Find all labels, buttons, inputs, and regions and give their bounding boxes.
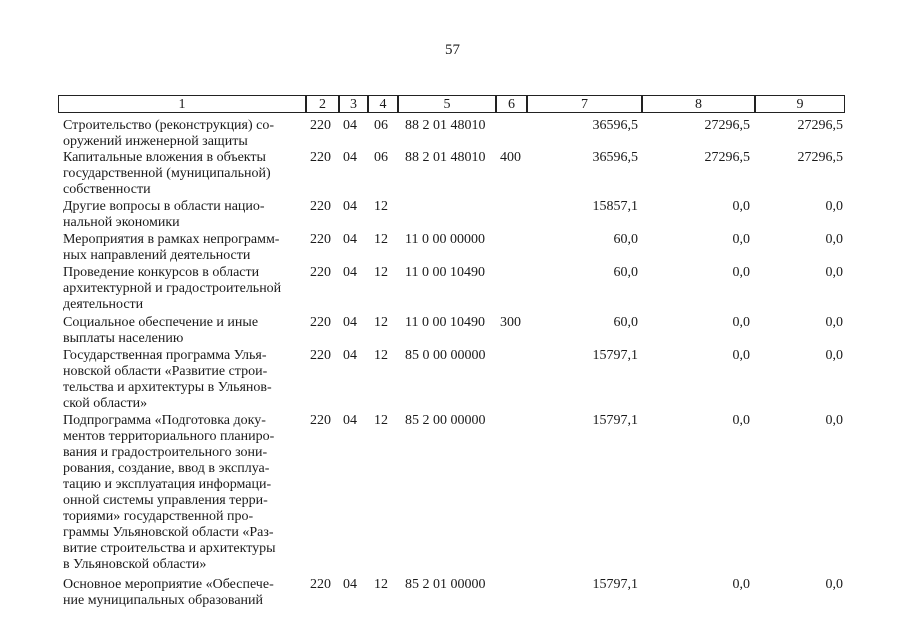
cell-col-7: 60,0: [613, 265, 638, 280]
row-name-line: оружений инженерной защиты: [63, 134, 248, 149]
cell-col-3: 04: [343, 348, 357, 363]
cell-col-9: 0,0: [825, 232, 843, 247]
row-name-line: архитектурной и градостроительной: [63, 281, 282, 296]
row-name: [63, 577, 300, 609]
row-name: [63, 265, 300, 313]
cell-col-4: 12: [374, 577, 388, 592]
cell-col-2: 220: [310, 413, 331, 428]
row-name-line: выплаты населению: [63, 331, 184, 346]
cell-col-4: 06: [374, 118, 388, 133]
cell-col-5: 88 2 01 48010: [405, 118, 486, 133]
row-name-line: ных направлений деятельности: [63, 248, 251, 263]
cell-col-9: 0,0: [825, 265, 843, 280]
cell-col-2: 220: [310, 315, 331, 330]
cell-col-3: 04: [343, 265, 357, 280]
cell-col-2: 220: [310, 577, 331, 592]
cell-col-5: 88 2 01 48010: [405, 150, 486, 165]
cell-col-9: 0,0: [825, 315, 843, 330]
header-col-8: 8: [642, 95, 755, 113]
cell-col-8: 0,0: [732, 232, 750, 247]
cell-col-2: 220: [310, 199, 331, 214]
row-name-line: новской области «Развитие строи-: [63, 364, 268, 379]
cell-col-3: 04: [343, 577, 357, 592]
row-name-line: государственной (муниципальной): [63, 166, 271, 181]
row-name-line: ментов территориального планиро-: [63, 429, 275, 444]
row-name-line: ториями» государственной про-: [63, 509, 254, 524]
cell-col-5: 11 0 00 00000: [405, 232, 485, 247]
row-name-line: Социальное обеспечение и иные: [63, 315, 259, 330]
row-name-line: витие строительства и архитектуры: [63, 541, 276, 556]
row-name-line: собственности: [63, 182, 151, 197]
row-name: [63, 199, 300, 231]
header-col-7: 7: [527, 95, 642, 113]
row-name-line: деятельности: [63, 297, 144, 312]
cell-col-4: 12: [374, 413, 388, 428]
row-name: [63, 413, 300, 573]
row-name-line: Государственная программа Улья-: [63, 348, 267, 363]
row-name-line: Проведение конкурсов в области: [63, 265, 260, 280]
row-name-line: Другие вопросы в области нацио-: [63, 199, 265, 214]
cell-col-5: 85 0 00 00000: [405, 348, 486, 363]
cell-col-7: 15857,1: [592, 199, 638, 214]
cell-col-3: 04: [343, 315, 357, 330]
cell-col-9: 27296,5: [797, 150, 843, 165]
row-name-line: онной системы управления терри-: [63, 493, 268, 508]
cell-col-8: 0,0: [732, 199, 750, 214]
cell-col-8: 0,0: [732, 348, 750, 363]
cell-col-4: 12: [374, 315, 388, 330]
row-name-line: в Ульяновской области»: [63, 557, 207, 572]
cell-col-8: 27296,5: [704, 118, 750, 133]
row-name: [63, 348, 300, 412]
cell-col-2: 220: [310, 118, 331, 133]
cell-col-9: 0,0: [825, 577, 843, 592]
cell-col-5: 85 2 01 00000: [405, 577, 486, 592]
cell-col-5: 11 0 00 10490: [405, 265, 485, 280]
page-number: 57: [445, 42, 460, 58]
header-col-3: 3: [339, 95, 368, 113]
header-col-1: 1: [58, 95, 306, 113]
row-name-line: Строительство (реконструкция) со-: [63, 118, 275, 133]
cell-col-3: 04: [343, 232, 357, 247]
cell-col-6: 400: [500, 150, 521, 165]
cell-col-7: 36596,5: [592, 118, 638, 133]
header-col-9: 9: [755, 95, 845, 113]
cell-col-5: 11 0 00 10490: [405, 315, 485, 330]
row-name-line: тацию и эксплуатация информаци-: [63, 477, 272, 492]
cell-col-2: 220: [310, 232, 331, 247]
row-name: [63, 118, 300, 150]
cell-col-7: 36596,5: [592, 150, 638, 165]
cell-col-8: 0,0: [732, 577, 750, 592]
header-col-2: 2: [306, 95, 339, 113]
row-name-line: Основное мероприятие «Обеспече-: [63, 577, 274, 592]
cell-col-4: 12: [374, 348, 388, 363]
cell-col-7: 15797,1: [592, 348, 638, 363]
cell-col-9: 27296,5: [797, 118, 843, 133]
cell-col-3: 04: [343, 413, 357, 428]
cell-col-2: 220: [310, 150, 331, 165]
header-col-4: 4: [368, 95, 398, 113]
cell-col-7: 60,0: [613, 232, 638, 247]
cell-col-8: 0,0: [732, 265, 750, 280]
cell-col-2: 220: [310, 348, 331, 363]
cell-col-9: 0,0: [825, 199, 843, 214]
row-name-line: граммы Ульяновской области «Раз-: [63, 525, 274, 540]
table-header: [0, 95, 905, 115]
cell-col-9: 0,0: [825, 413, 843, 428]
row-name-line: ние муниципальных образований: [63, 593, 264, 608]
cell-col-7: 15797,1: [592, 413, 638, 428]
row-name-line: Подпрограмма «Подготовка доку-: [63, 413, 266, 428]
row-name-line: рования, создание, ввод в эксплуа-: [63, 461, 270, 476]
cell-col-6: 300: [500, 315, 521, 330]
cell-col-4: 12: [374, 199, 388, 214]
row-name-line: тельства и архитектуры в Ульянов-: [63, 380, 272, 395]
cell-col-3: 04: [343, 150, 357, 165]
cell-col-4: 06: [374, 150, 388, 165]
cell-col-7: 15797,1: [592, 577, 638, 592]
cell-col-9: 0,0: [825, 348, 843, 363]
cell-col-5: 85 2 00 00000: [405, 413, 486, 428]
cell-col-7: 60,0: [613, 315, 638, 330]
cell-col-4: 12: [374, 265, 388, 280]
cell-col-4: 12: [374, 232, 388, 247]
row-name-line: Мероприятия в рамках непрограмм-: [63, 232, 280, 247]
row-name: [63, 315, 300, 347]
row-name: [63, 232, 300, 264]
row-name-line: вания и градостроительного зони-: [63, 445, 268, 460]
cell-col-8: 0,0: [732, 413, 750, 428]
cell-col-3: 04: [343, 118, 357, 133]
header-col-5: 5: [398, 95, 496, 113]
row-name-line: нальной экономики: [63, 215, 180, 230]
row-name: [63, 150, 300, 198]
cell-col-8: 27296,5: [704, 150, 750, 165]
header-col-6: 6: [496, 95, 527, 113]
cell-col-2: 220: [310, 265, 331, 280]
row-name-line: ской области»: [63, 396, 148, 411]
cell-col-8: 0,0: [732, 315, 750, 330]
row-name-line: Капитальные вложения в объекты: [63, 150, 266, 165]
cell-col-3: 04: [343, 199, 357, 214]
